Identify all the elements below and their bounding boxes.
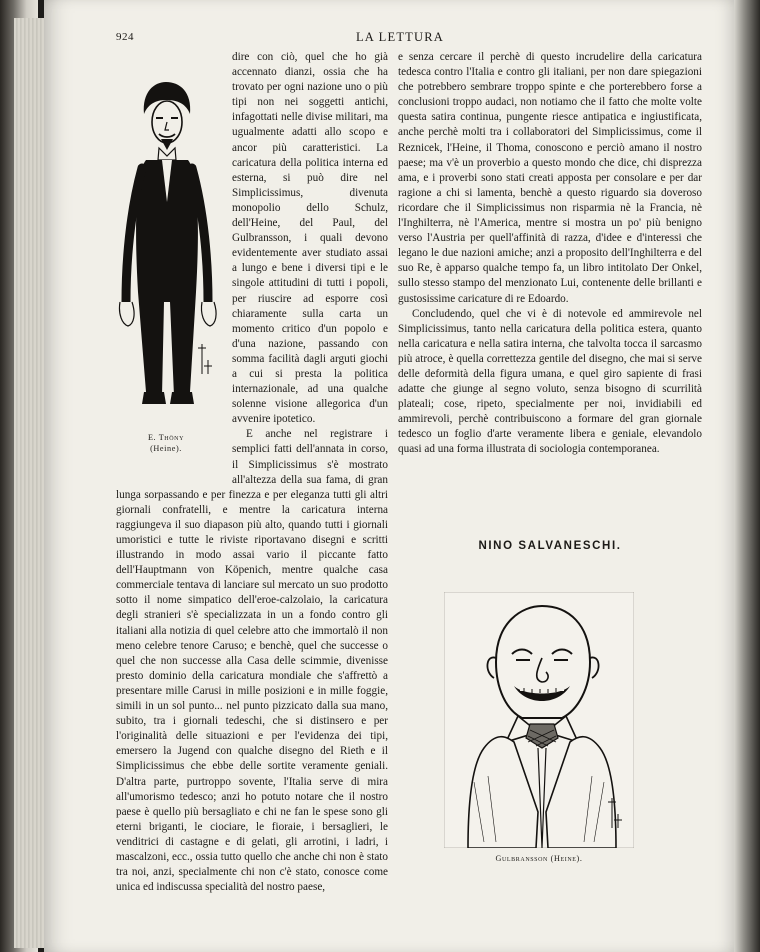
page-number: 924 [116,31,134,43]
left-column [116,50,388,894]
gulbransson-caricature-figure [444,592,634,848]
left-paragraph-1: dire con ciò, quel che ho già accennato dianzi, ossia che ha trovato per ogni nazione uno o più tipi non nei soggetti antichi, infagottati nelle divise militari, ma ugualmente adatti allo scopo e ancor più caratteristici. La caricatura della politica interna ed esterna, si può dire nel Simplicissimus, divenuta monopolio dello Schulz, dell'Heine, del Paul, del Gulbransson, i quali devono evidentemente aver studiato assai a lungo e bene i diversi tipi e le singole attitudini di tutti i popoli, per riuscire ad esporre così chiaramente sulla carta un momento critico d'un popolo e d'una nazione, passando con somma facilità dagli arguti giochi a cui si presta la politica internazionale, ad una qualche solenne visione allegorica d'un avvenire ipotetico. [232,51,388,426]
thony-caricature-figure [116,52,222,472]
book-right-edge [734,0,760,952]
left-caption-name: E. Thöny [147,433,185,442]
gulbransson-caricature-drawing [444,592,634,848]
left-caption [116,432,216,454]
thony-caricature-drawing [116,52,222,432]
right-paragraph-2: Concludendo, quel che vi è di notevole ed ammirevole nel Simplicissimus, tanto nella caricatura della politica estera, quanto nella caricatura e nella satira interna, che talvolta tocca il sarcasmo più atroce, è quella correttezza gentile del disegno, che mai si serve delle deformità della figura umana, e quel giro sapiente di frasi adatte che giunge al segno voluto, senza bisogno di scurrilità plateali; cose, ripeto, specialmente per noi, invidiabili ed ammirevoli, perchè contribuiscono a formare del gran giornale tedesco un foglio d'arte veramente libera e geniale, elevandolo quasi ad una forma illustrata di sociologia contemporanea. [398,307,702,456]
left-paragraph-2: E anche nel registrare i semplici fatti dell'annata in corso, il Simplicissimus s'è mostrato all'altezza della sua fama, di gran lunga sorpassando e per finezza e per eleganza tutti gli altri giornali confratelli, e mentre la caricatura interna raggiungeva il suo diapason più alto, quando tutti i giornali umoristici e tutte le riviste riportavano disegni e scritti illustrando in modo assai vario il piccante fatto dell'Hauptmann von Köpenich, mentre qualche casa commerciale tentava di lanciare sul mercato un suo prodotto sotto il nome simpatico dell'eroe-calzolaio, la caricatura degli stranieri s'è specializzata in un a fondo contro gli italiani alla notizia di quel celebre atto che immortalò il non meno celebre tenore Caruso; e benchè, quel che successe o quel che non successe alla Casa delle scimmie, divenisse presto dominio della caricatura mondiale che s'affrettò a presentare mille Carusi in mille posizioni e in mille foggie, simili in un sol punto... nel punto pizzicato dalla sua mano, subito, tra i giornali tedeschi, che si distinsero e per l'originalità delle situazioni e per l'evidenza dei tipi, emersero la Jugend con qualche disegno del Rieth e il Simplicissimus che ebbe delle sortite veramente geniali. D'altra parte, purtroppo sovente, l'Italia serve di mira all'umorismo tedesco; anzi ho potuto notare che il nostro paese è quello più bersagliato e chi ne fan le spese sono gli eterni briganti, le ciociare, le fioraie, i bersaglieri, le venditrici di castagne e di gelati, gli arrotini, i ladri, i mascalzoni, ecc., ossia tutto quello che anche chi non è stato tra noi, anzi, specialmente chi non c'è stato, conosce come unica ed indiscussa specialità del nostro paese, [116,428,388,894]
running-title: LA LETTURA [355,30,445,44]
left-caption-source: (Heine). [150,444,182,453]
right-paragraph-1: e senza cercare il perchè di questo incrudelire della caricatura tedesca contro l'Italia e contro gli italiani, per non dare spiegazioni che potrebbero sembrare troppo spinte e che porterebbero forse a conclusioni troppo audaci, non notiamo che il fatto che molte volte questa satira continua, pungente riesce antipatica e ingiustificata, anche perchè molti tra i collaboratori del Simplicissimus, come il Reznicek, l'Heine, il Thoma, conoscono e perciò amano il nostro paese; ma v'è un proverbio a questo mondo che dice, chi disprezza ama, e i proverbi sono stati creati apposta per consolare e per dar ragione a chi si lamenta, benchè a questo riguardo sia doveroso ricordare che il Simplicissimus non risparmia nè la Francia, nè l'Inghilterra, nè l'America, mentre si mostra un po' più benigno verso l'Austria per quell'affinità di razza, d'idee e d'interessi che legano le due nazioni amiche; anzi a proposito dell'Inghilterra e del suo Re, è apparso qualche tempo fa, un libro intitolato Der Onkel, sullo stesso stampo del menzionato Lui, contenente delle brillanti e gustosissime caricature di re Edoardo. [398,51,702,305]
right-caption: Gulbransson (Heine). [495,854,583,863]
book-page-stack [14,18,48,948]
right-column [398,50,702,458]
author-signature: NINO SALVANESCHI. [478,540,622,552]
